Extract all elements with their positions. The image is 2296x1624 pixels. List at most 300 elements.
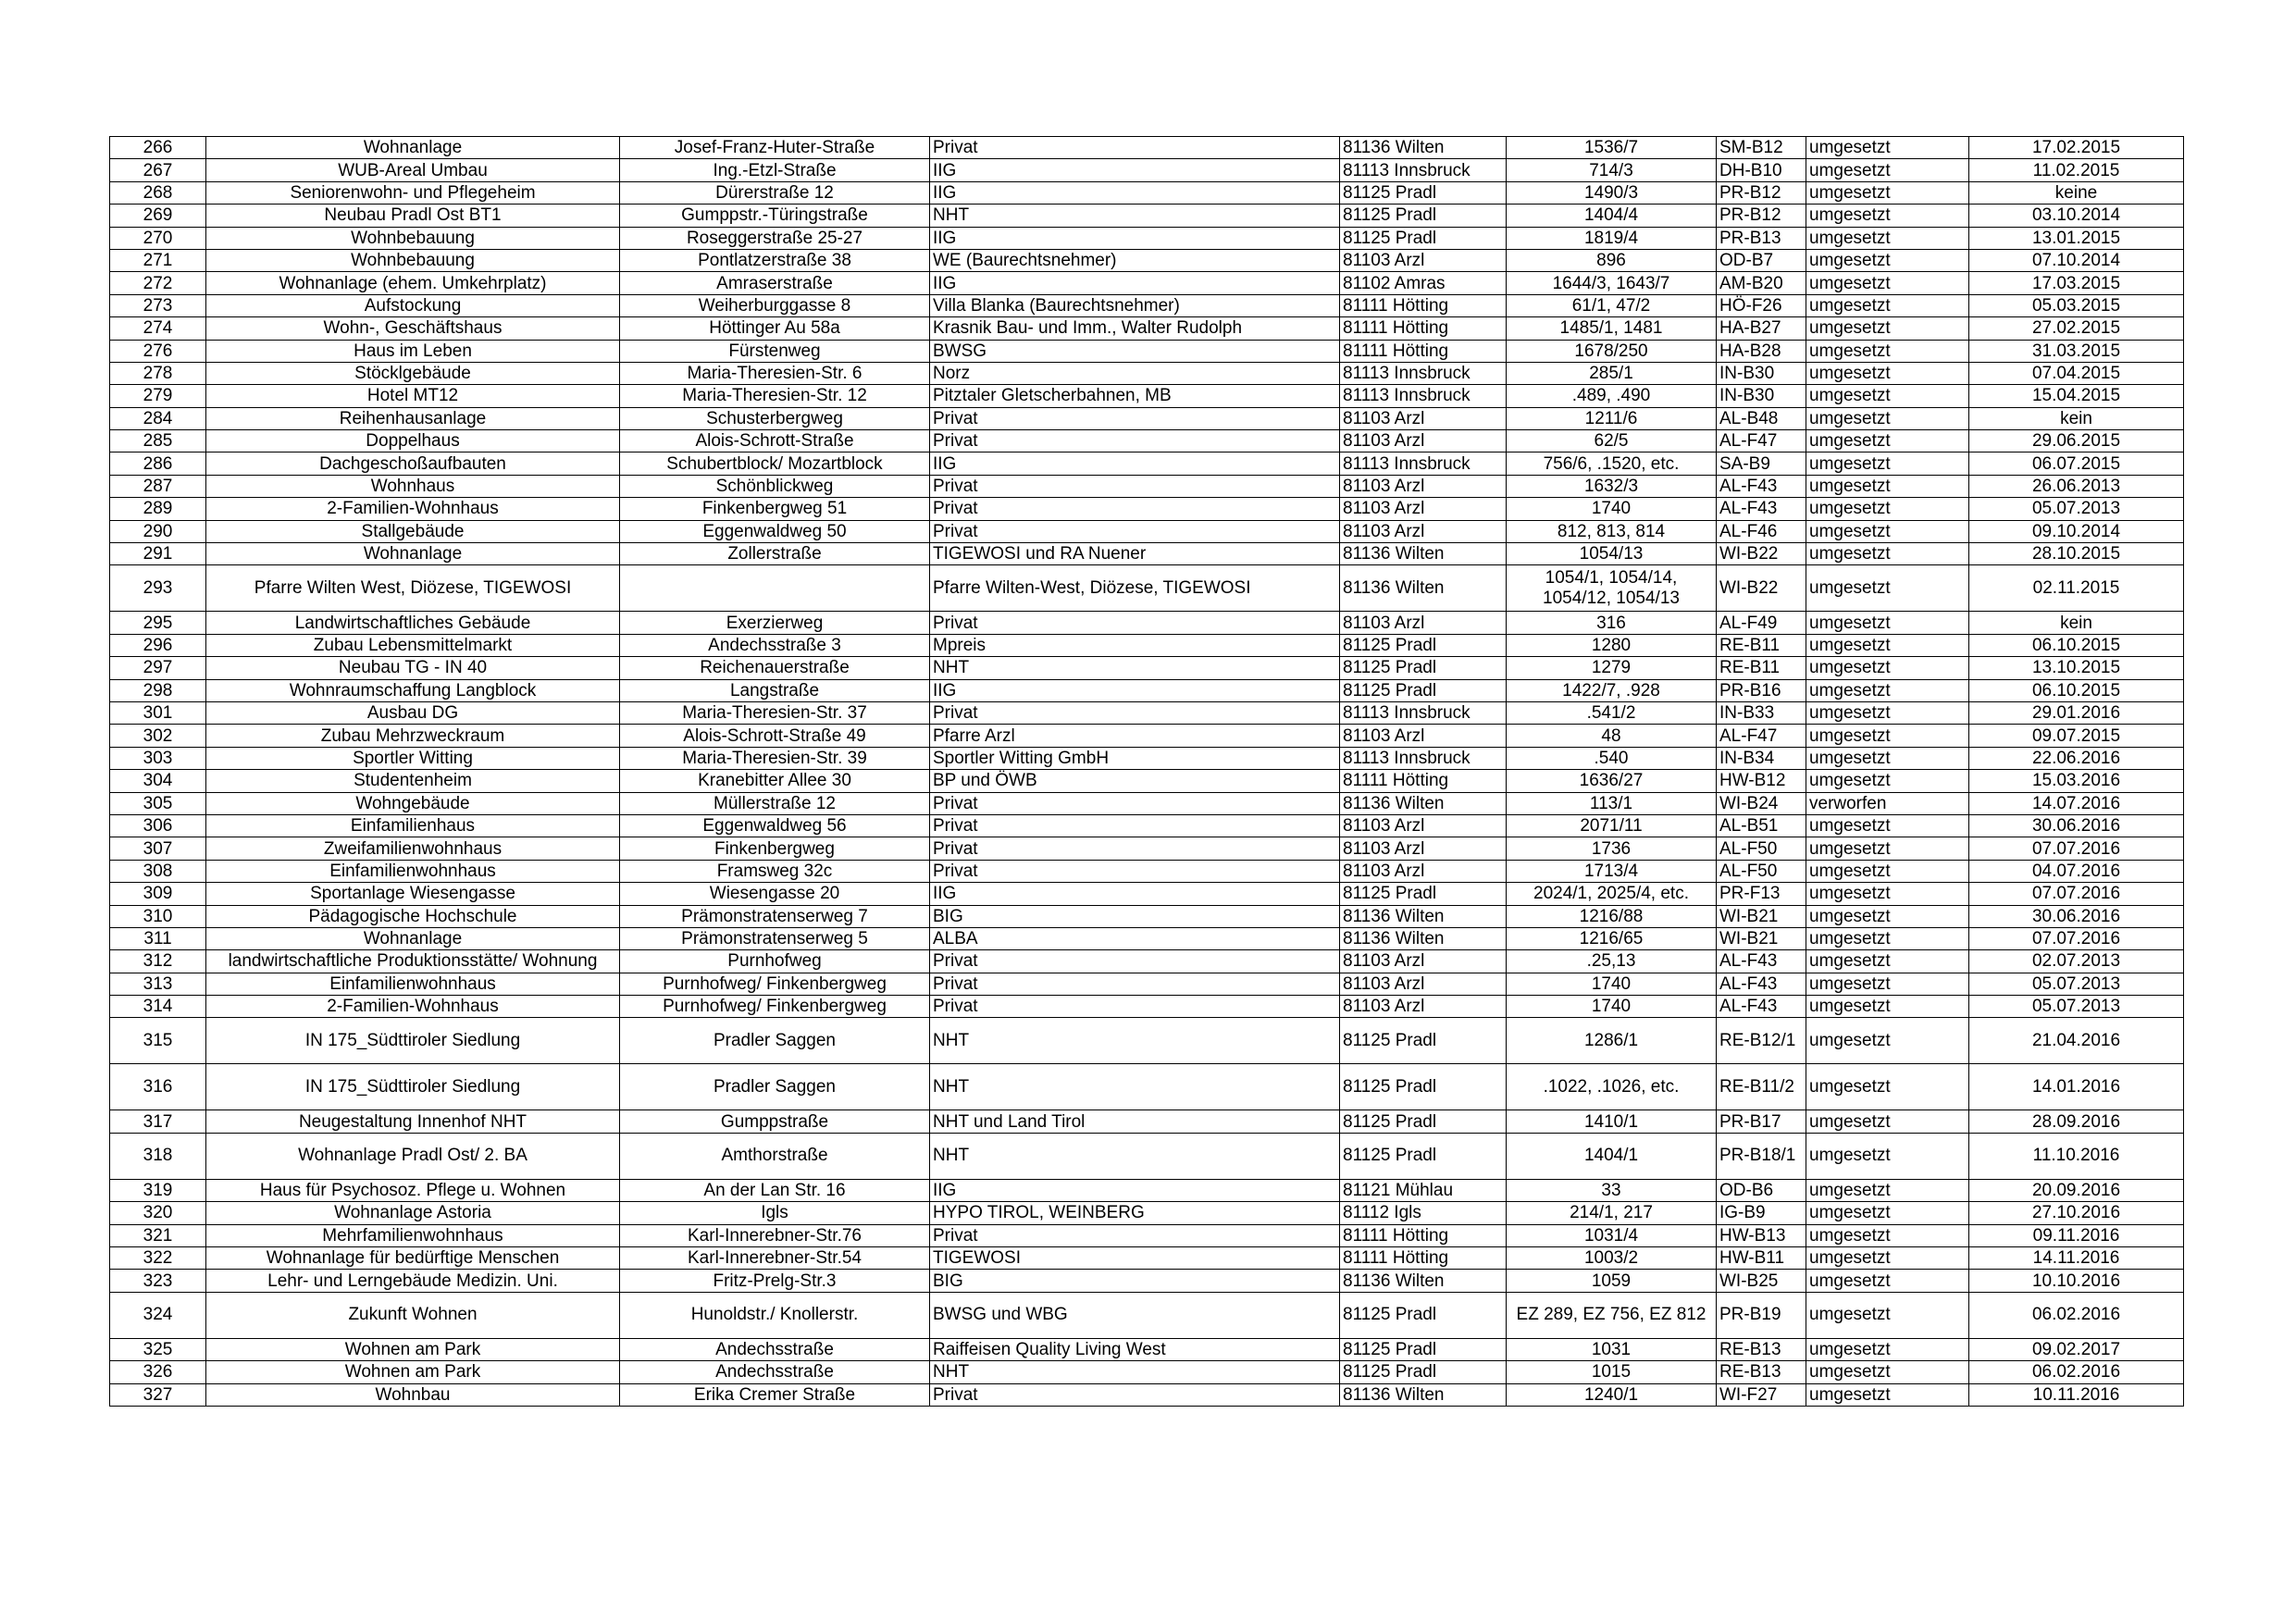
cell-projekt: Wohnanlage <box>206 543 620 565</box>
cell-adresse: Pontlatzerstraße 38 <box>620 249 930 271</box>
cell-nr: 285 <box>110 430 206 452</box>
cell-grundstueck: 714/3 <box>1507 159 1717 181</box>
cell-bauherr: IIG <box>930 452 1340 475</box>
cell-datum: 27.02.2015 <box>1969 317 2184 340</box>
cell-status: umgesetzt <box>1806 227 1969 249</box>
cell-grundstueck: 1485/1, 1481 <box>1507 317 1717 340</box>
cell-plz-ort: 81125 Pradl <box>1340 181 1507 204</box>
cell-status: umgesetzt <box>1806 205 1969 227</box>
cell-projekt: Wohngebäude <box>206 792 620 814</box>
cell-adresse: Alois-Schrott-Straße 49 <box>620 725 930 747</box>
cell-bauherr: Privat <box>930 430 1340 452</box>
cell-plz-ort: 81125 Pradl <box>1340 1338 1507 1360</box>
cell-bauherr: NHT und Land Tirol <box>930 1110 1340 1133</box>
cell-adresse: Andechsstraße 3 <box>620 634 930 656</box>
cell-adresse: Finkenbergweg 51 <box>620 498 930 520</box>
cell-datum: 07.10.2014 <box>1969 249 2184 271</box>
cell-bauherr: HYPO TIROL, WEINBERG <box>930 1202 1340 1224</box>
table-row <box>110 294 2184 316</box>
cell-bezirk: SM-B12 <box>1717 137 1806 159</box>
cell-status: umgesetzt <box>1806 860 1969 882</box>
cell-bauherr: Krasnik Bau- und Imm., Walter Rudolph <box>930 317 1340 340</box>
cell-projekt: Zubau Lebensmittelmarkt <box>206 634 620 656</box>
cell-adresse: Alois-Schrott-Straße <box>620 430 930 452</box>
cell-adresse: Pradler Saggen <box>620 1018 930 1064</box>
cell-projekt: Dachgeschoßaufbauten <box>206 452 620 475</box>
cell-bezirk: AL-F43 <box>1717 996 1806 1018</box>
cell-adresse: An der Lan Str. 16 <box>620 1179 930 1201</box>
cell-projekt: 2-Familien-Wohnhaus <box>206 996 620 1018</box>
cell-status: umgesetzt <box>1806 814 1969 837</box>
cell-plz-ort: 81113 Innsbruck <box>1340 452 1507 475</box>
cell-status: umgesetzt <box>1806 385 1969 407</box>
cell-bezirk: RE-B13 <box>1717 1338 1806 1360</box>
cell-datum: 07.07.2016 <box>1969 883 2184 905</box>
cell-bezirk: PR-B17 <box>1717 1110 1806 1133</box>
cell-nr: 308 <box>110 860 206 882</box>
cell-projekt: Stallgebäude <box>206 520 620 542</box>
table-row <box>110 770 2184 792</box>
cell-adresse: Kranebitter Allee 30 <box>620 770 930 792</box>
cell-status: umgesetzt <box>1806 520 1969 542</box>
cell-adresse: Zollerstraße <box>620 543 930 565</box>
table-row <box>110 837 2184 860</box>
cell-datum: 02.07.2013 <box>1969 950 2184 973</box>
cell-adresse: Igls <box>620 1202 930 1224</box>
cell-datum: 22.06.2016 <box>1969 747 2184 769</box>
cell-nr: 313 <box>110 973 206 995</box>
cell-bezirk: IG-B9 <box>1717 1202 1806 1224</box>
table-row <box>110 1224 2184 1246</box>
cell-datum: 30.06.2016 <box>1969 905 2184 927</box>
cell-status: umgesetzt <box>1806 1018 1969 1064</box>
cell-grundstueck: 48 <box>1507 725 1717 747</box>
table-row <box>110 1247 2184 1270</box>
table-row <box>110 883 2184 905</box>
cell-adresse: Fürstenweg <box>620 340 930 362</box>
cell-status: umgesetzt <box>1806 1247 1969 1270</box>
cell-nr: 323 <box>110 1270 206 1292</box>
cell-nr: 297 <box>110 657 206 679</box>
cell-plz-ort: 81136 Wilten <box>1340 792 1507 814</box>
cell-plz-ort: 81136 Wilten <box>1340 927 1507 949</box>
cell-grundstueck: 1003/2 <box>1507 1247 1717 1270</box>
table-row <box>110 1270 2184 1292</box>
cell-datum: 11.02.2015 <box>1969 159 2184 181</box>
cell-projekt: Pädagogische Hochschule <box>206 905 620 927</box>
cell-bauherr: IIG <box>930 181 1340 204</box>
cell-bauherr: NHT <box>930 657 1340 679</box>
cell-datum: 02.11.2015 <box>1969 565 2184 612</box>
cell-projekt: Reihenhausanlage <box>206 407 620 429</box>
cell-bauherr: Pfarre Arzl <box>930 725 1340 747</box>
cell-projekt: Hotel MT12 <box>206 385 620 407</box>
cell-datum: 05.07.2013 <box>1969 996 2184 1018</box>
cell-datum: 07.04.2015 <box>1969 362 2184 384</box>
cell-bezirk: AL-F47 <box>1717 725 1806 747</box>
cell-nr: 314 <box>110 996 206 1018</box>
cell-status: umgesetzt <box>1806 747 1969 769</box>
cell-nr: 302 <box>110 725 206 747</box>
cell-adresse: Gumppstr.-Türingstraße <box>620 205 930 227</box>
cell-adresse: Hunoldstr./ Knollerstr. <box>620 1292 930 1338</box>
cell-status: umgesetzt <box>1806 317 1969 340</box>
cell-plz-ort: 81111 Hötting <box>1340 770 1507 792</box>
cell-plz-ort: 81125 Pradl <box>1340 1018 1507 1064</box>
cell-bauherr: Privat <box>930 612 1340 634</box>
cell-datum: 09.10.2014 <box>1969 520 2184 542</box>
cell-datum: 06.02.2016 <box>1969 1361 2184 1383</box>
cell-adresse: Müllerstraße 12 <box>620 792 930 814</box>
cell-grundstueck: 1211/6 <box>1507 407 1717 429</box>
cell-datum: 06.07.2015 <box>1969 452 2184 475</box>
cell-status: umgesetzt <box>1806 430 1969 452</box>
cell-datum: 29.06.2015 <box>1969 430 2184 452</box>
cell-bauherr: Villa Blanka (Baurechtsnehmer) <box>930 294 1340 316</box>
table-row <box>110 317 2184 340</box>
cell-bezirk: WI-B25 <box>1717 1270 1806 1292</box>
cell-datum: 09.07.2015 <box>1969 725 2184 747</box>
cell-projekt: Pfarre Wilten West, Diözese, TIGEWOSI <box>206 565 620 612</box>
cell-bauherr: Privat <box>930 407 1340 429</box>
cell-adresse: Maria-Theresien-Str. 37 <box>620 701 930 724</box>
cell-datum: 17.02.2015 <box>1969 137 2184 159</box>
cell-plz-ort: 81103 Arzl <box>1340 725 1507 747</box>
cell-plz-ort: 81113 Innsbruck <box>1340 385 1507 407</box>
cell-bezirk: PR-B13 <box>1717 227 1806 249</box>
cell-grundstueck: 1404/4 <box>1507 205 1717 227</box>
cell-adresse: Karl-Innerebner-Str.54 <box>620 1247 930 1270</box>
cell-projekt: WUB-Areal Umbau <box>206 159 620 181</box>
cell-datum: 20.09.2016 <box>1969 1179 2184 1201</box>
table-row <box>110 792 2184 814</box>
cell-plz-ort: 81125 Pradl <box>1340 1361 1507 1383</box>
cell-bezirk: IN-B30 <box>1717 362 1806 384</box>
cell-bauherr: TIGEWOSI <box>930 1247 1340 1270</box>
cell-nr: 306 <box>110 814 206 837</box>
cell-bezirk: DH-B10 <box>1717 159 1806 181</box>
cell-bezirk: PR-B18/1 <box>1717 1133 1806 1179</box>
cell-datum: 09.11.2016 <box>1969 1224 2184 1246</box>
table-row <box>110 1110 2184 1133</box>
cell-bauherr: BWSG und WBG <box>930 1292 1340 1338</box>
cell-bauherr: Raiffeisen Quality Living West <box>930 1338 1340 1360</box>
cell-nr: 269 <box>110 205 206 227</box>
table-row <box>110 137 2184 159</box>
cell-grundstueck: 1216/88 <box>1507 905 1717 927</box>
cell-nr: 307 <box>110 837 206 860</box>
cell-projekt: Doppelhaus <box>206 430 620 452</box>
cell-grundstueck: 1536/7 <box>1507 137 1717 159</box>
cell-datum: 31.03.2015 <box>1969 340 2184 362</box>
cell-status: umgesetzt <box>1806 905 1969 927</box>
cell-nr: 295 <box>110 612 206 634</box>
cell-adresse: Wiesengasse 20 <box>620 883 930 905</box>
table-row <box>110 181 2184 204</box>
cell-nr: 290 <box>110 520 206 542</box>
cell-bauherr: IIG <box>930 883 1340 905</box>
cell-grundstueck: 2071/11 <box>1507 814 1717 837</box>
cell-bezirk: HA-B28 <box>1717 340 1806 362</box>
cell-grundstueck: 812, 813, 814 <box>1507 520 1717 542</box>
table-row <box>110 407 2184 429</box>
cell-nr: 303 <box>110 747 206 769</box>
cell-projekt: Mehrfamilienwohnhaus <box>206 1224 620 1246</box>
cell-grundstueck: 33 <box>1507 1179 1717 1201</box>
cell-projekt: Zweifamilienwohnhaus <box>206 837 620 860</box>
table-row <box>110 1018 2184 1064</box>
cell-nr: 316 <box>110 1064 206 1110</box>
cell-plz-ort: 81111 Hötting <box>1340 340 1507 362</box>
cell-status: umgesetzt <box>1806 137 1969 159</box>
cell-adresse: Purnhofweg/ Finkenbergweg <box>620 996 930 1018</box>
cell-bauherr: Privat <box>930 701 1340 724</box>
cell-grundstueck: 1713/4 <box>1507 860 1717 882</box>
cell-nr: 324 <box>110 1292 206 1338</box>
cell-projekt: Aufstockung <box>206 294 620 316</box>
table-row <box>110 498 2184 520</box>
cell-nr: 273 <box>110 294 206 316</box>
cell-datum: 27.10.2016 <box>1969 1202 2184 1224</box>
cell-plz-ort: 81103 Arzl <box>1340 612 1507 634</box>
cell-bezirk: PR-F13 <box>1717 883 1806 905</box>
cell-plz-ort: 81136 Wilten <box>1340 1270 1507 1292</box>
cell-plz-ort: 81111 Hötting <box>1340 294 1507 316</box>
cell-projekt: Landwirtschaftliches Gebäude <box>206 612 620 634</box>
cell-adresse: Maria-Theresien-Str. 12 <box>620 385 930 407</box>
cell-bauherr: BWSG <box>930 340 1340 362</box>
cell-projekt: Wohnhaus <box>206 475 620 497</box>
cell-bezirk: AL-F43 <box>1717 475 1806 497</box>
cell-adresse: Purnhofweg <box>620 950 930 973</box>
table-row <box>110 634 2184 656</box>
cell-status: umgesetzt <box>1806 159 1969 181</box>
cell-nr: 267 <box>110 159 206 181</box>
cell-status: umgesetzt <box>1806 1383 1969 1406</box>
cell-grundstueck: 1410/1 <box>1507 1110 1717 1133</box>
cell-status: umgesetzt <box>1806 1292 1969 1338</box>
cell-nr: 266 <box>110 137 206 159</box>
cell-bezirk: WI-B22 <box>1717 565 1806 612</box>
cell-adresse: Reichenauerstraße <box>620 657 930 679</box>
cell-projekt: IN 175_Südttiroler Siedlung <box>206 1018 620 1064</box>
cell-bezirk: AL-F43 <box>1717 498 1806 520</box>
cell-bezirk: PR-B12 <box>1717 205 1806 227</box>
cell-projekt: Wohnen am Park <box>206 1338 620 1360</box>
cell-nr: 296 <box>110 634 206 656</box>
cell-bauherr: NHT <box>930 1133 1340 1179</box>
cell-bezirk: HW-B12 <box>1717 770 1806 792</box>
cell-bezirk: AL-F47 <box>1717 430 1806 452</box>
cell-bezirk: PR-B12 <box>1717 181 1806 204</box>
cell-bezirk: RE-B12/1 <box>1717 1018 1806 1064</box>
cell-status: umgesetzt <box>1806 725 1969 747</box>
cell-grundstueck: 62/5 <box>1507 430 1717 452</box>
table-row <box>110 430 2184 452</box>
cell-grundstueck: 1280 <box>1507 634 1717 656</box>
cell-bauherr: Privat <box>930 792 1340 814</box>
table-row <box>110 657 2184 679</box>
cell-datum: 05.07.2013 <box>1969 973 2184 995</box>
cell-adresse: Karl-Innerebner-Str.76 <box>620 1224 930 1246</box>
table-row <box>110 701 2184 724</box>
cell-status: umgesetzt <box>1806 657 1969 679</box>
cell-datum: 04.07.2016 <box>1969 860 2184 882</box>
cell-projekt: Wohn-, Geschäftshaus <box>206 317 620 340</box>
cell-adresse: Andechsstraße <box>620 1361 930 1383</box>
cell-nr: 310 <box>110 905 206 927</box>
cell-bezirk: AL-B51 <box>1717 814 1806 837</box>
cell-grundstueck: 1404/1 <box>1507 1133 1717 1179</box>
table-row <box>110 612 2184 634</box>
cell-datum: 15.03.2016 <box>1969 770 2184 792</box>
cell-plz-ort: 81125 Pradl <box>1340 883 1507 905</box>
table-row <box>110 1133 2184 1179</box>
cell-adresse: Maria-Theresien-Str. 39 <box>620 747 930 769</box>
cell-grundstueck: 61/1, 47/2 <box>1507 294 1717 316</box>
cell-status: umgesetzt <box>1806 543 1969 565</box>
cell-nr: 320 <box>110 1202 206 1224</box>
cell-plz-ort: 81103 Arzl <box>1340 814 1507 837</box>
cell-projekt: 2-Familien-Wohnhaus <box>206 498 620 520</box>
cell-grundstueck: .489, .490 <box>1507 385 1717 407</box>
cell-bauherr: NHT <box>930 1361 1340 1383</box>
cell-datum: 17.03.2015 <box>1969 272 2184 294</box>
table-row <box>110 1292 2184 1338</box>
cell-nr: 327 <box>110 1383 206 1406</box>
cell-status: umgesetzt <box>1806 1133 1969 1179</box>
cell-plz-ort: 81103 Arzl <box>1340 520 1507 542</box>
cell-status: umgesetzt <box>1806 883 1969 905</box>
cell-datum: 30.06.2016 <box>1969 814 2184 837</box>
cell-adresse: Amraserstraße <box>620 272 930 294</box>
cell-bauherr: NHT <box>930 205 1340 227</box>
cell-datum: 29.01.2016 <box>1969 701 2184 724</box>
cell-datum: 10.11.2016 <box>1969 1383 2184 1406</box>
cell-adresse: Schubertblock/ Mozartblock <box>620 452 930 475</box>
cell-bauherr: Norz <box>930 362 1340 384</box>
cell-grundstueck: 285/1 <box>1507 362 1717 384</box>
cell-bezirk: IN-B30 <box>1717 385 1806 407</box>
cell-bauherr: Sportler Witting GmbH <box>930 747 1340 769</box>
cell-bauherr: Privat <box>930 1383 1340 1406</box>
cell-projekt: Neugestaltung Innenhof NHT <box>206 1110 620 1133</box>
cell-datum: 06.10.2015 <box>1969 634 2184 656</box>
cell-plz-ort: 81125 Pradl <box>1340 227 1507 249</box>
cell-datum: kein <box>1969 612 2184 634</box>
cell-plz-ort: 81103 Arzl <box>1340 860 1507 882</box>
cell-projekt: Einfamilienwohnhaus <box>206 860 620 882</box>
table-row <box>110 385 2184 407</box>
cell-status: umgesetzt <box>1806 1064 1969 1110</box>
cell-status: umgesetzt <box>1806 950 1969 973</box>
cell-grundstueck: .541/2 <box>1507 701 1717 724</box>
cell-datum: 26.06.2013 <box>1969 475 2184 497</box>
cell-nr: 293 <box>110 565 206 612</box>
cell-bauherr: NHT <box>930 1018 1340 1064</box>
cell-projekt: Wohnbebauung <box>206 227 620 249</box>
cell-status: umgesetzt <box>1806 340 1969 362</box>
cell-bauherr: IIG <box>930 227 1340 249</box>
table-row <box>110 927 2184 949</box>
cell-nr: 311 <box>110 927 206 949</box>
cell-plz-ort: 81125 Pradl <box>1340 1133 1507 1179</box>
cell-bauherr: BIG <box>930 1270 1340 1292</box>
table-row <box>110 973 2184 995</box>
cell-bezirk: WI-B24 <box>1717 792 1806 814</box>
cell-datum: 14.07.2016 <box>1969 792 2184 814</box>
cell-projekt: IN 175_Südttiroler Siedlung <box>206 1064 620 1110</box>
cell-adresse: Fritz-Prelg-Str.3 <box>620 1270 930 1292</box>
cell-projekt: Einfamilienwohnhaus <box>206 973 620 995</box>
cell-bezirk: HW-B13 <box>1717 1224 1806 1246</box>
cell-nr: 326 <box>110 1361 206 1383</box>
cell-status: umgesetzt <box>1806 634 1969 656</box>
cell-bezirk: SA-B9 <box>1717 452 1806 475</box>
cell-plz-ort: 81136 Wilten <box>1340 137 1507 159</box>
cell-bauherr: TIGEWOSI und RA Nuener <box>930 543 1340 565</box>
cell-adresse: Exerzierweg <box>620 612 930 634</box>
cell-status: umgesetzt <box>1806 407 1969 429</box>
cell-bauherr: Privat <box>930 973 1340 995</box>
cell-plz-ort: 81103 Arzl <box>1340 950 1507 973</box>
cell-nr: 287 <box>110 475 206 497</box>
table-row <box>110 905 2184 927</box>
cell-grundstueck: EZ 289, EZ 756, EZ 812 <box>1507 1292 1717 1338</box>
cell-grundstueck: 1054/1, 1054/14, 1054/12, 1054/13 <box>1507 565 1717 612</box>
cell-adresse: Josef-Franz-Huter-Straße <box>620 137 930 159</box>
cell-adresse: Roseggerstraße 25-27 <box>620 227 930 249</box>
cell-grundstueck: 1031/4 <box>1507 1224 1717 1246</box>
table-row <box>110 1361 2184 1383</box>
table-row <box>110 1202 2184 1224</box>
cell-datum: 15.04.2015 <box>1969 385 2184 407</box>
cell-datum: 05.07.2013 <box>1969 498 2184 520</box>
cell-nr: 317 <box>110 1110 206 1133</box>
cell-projekt: Sportler Witting <box>206 747 620 769</box>
cell-plz-ort: 81103 Arzl <box>1340 973 1507 995</box>
cell-bauherr: Privat <box>930 837 1340 860</box>
cell-bezirk: WI-B21 <box>1717 927 1806 949</box>
table-row <box>110 159 2184 181</box>
cell-status: umgesetzt <box>1806 701 1969 724</box>
cell-status: umgesetzt <box>1806 475 1969 497</box>
cell-plz-ort: 81103 Arzl <box>1340 430 1507 452</box>
cell-projekt: Haus für Psychosoz. Pflege u. Wohnen <box>206 1179 620 1201</box>
cell-adresse: Andechsstraße <box>620 1338 930 1360</box>
cell-bezirk: AL-F50 <box>1717 837 1806 860</box>
cell-plz-ort: 81103 Arzl <box>1340 249 1507 271</box>
table-row <box>110 679 2184 701</box>
cell-projekt: Ausbau DG <box>206 701 620 724</box>
cell-status: umgesetzt <box>1806 996 1969 1018</box>
cell-datum: 05.03.2015 <box>1969 294 2184 316</box>
cell-projekt: Einfamilienhaus <box>206 814 620 837</box>
cell-plz-ort: 81112 Igls <box>1340 1202 1507 1224</box>
cell-datum: 14.01.2016 <box>1969 1064 2184 1110</box>
cell-plz-ort: 81125 Pradl <box>1340 1292 1507 1338</box>
cell-projekt: Lehr- und Lerngebäude Medizin. Uni. <box>206 1270 620 1292</box>
cell-nr: 315 <box>110 1018 206 1064</box>
cell-bezirk: WI-B21 <box>1717 905 1806 927</box>
cell-datum: 10.10.2016 <box>1969 1270 2184 1292</box>
cell-adresse <box>620 565 930 612</box>
cell-nr: 284 <box>110 407 206 429</box>
cell-nr: 286 <box>110 452 206 475</box>
cell-status: umgesetzt <box>1806 1110 1969 1133</box>
cell-status: umgesetzt <box>1806 1202 1969 1224</box>
cell-nr: 268 <box>110 181 206 204</box>
